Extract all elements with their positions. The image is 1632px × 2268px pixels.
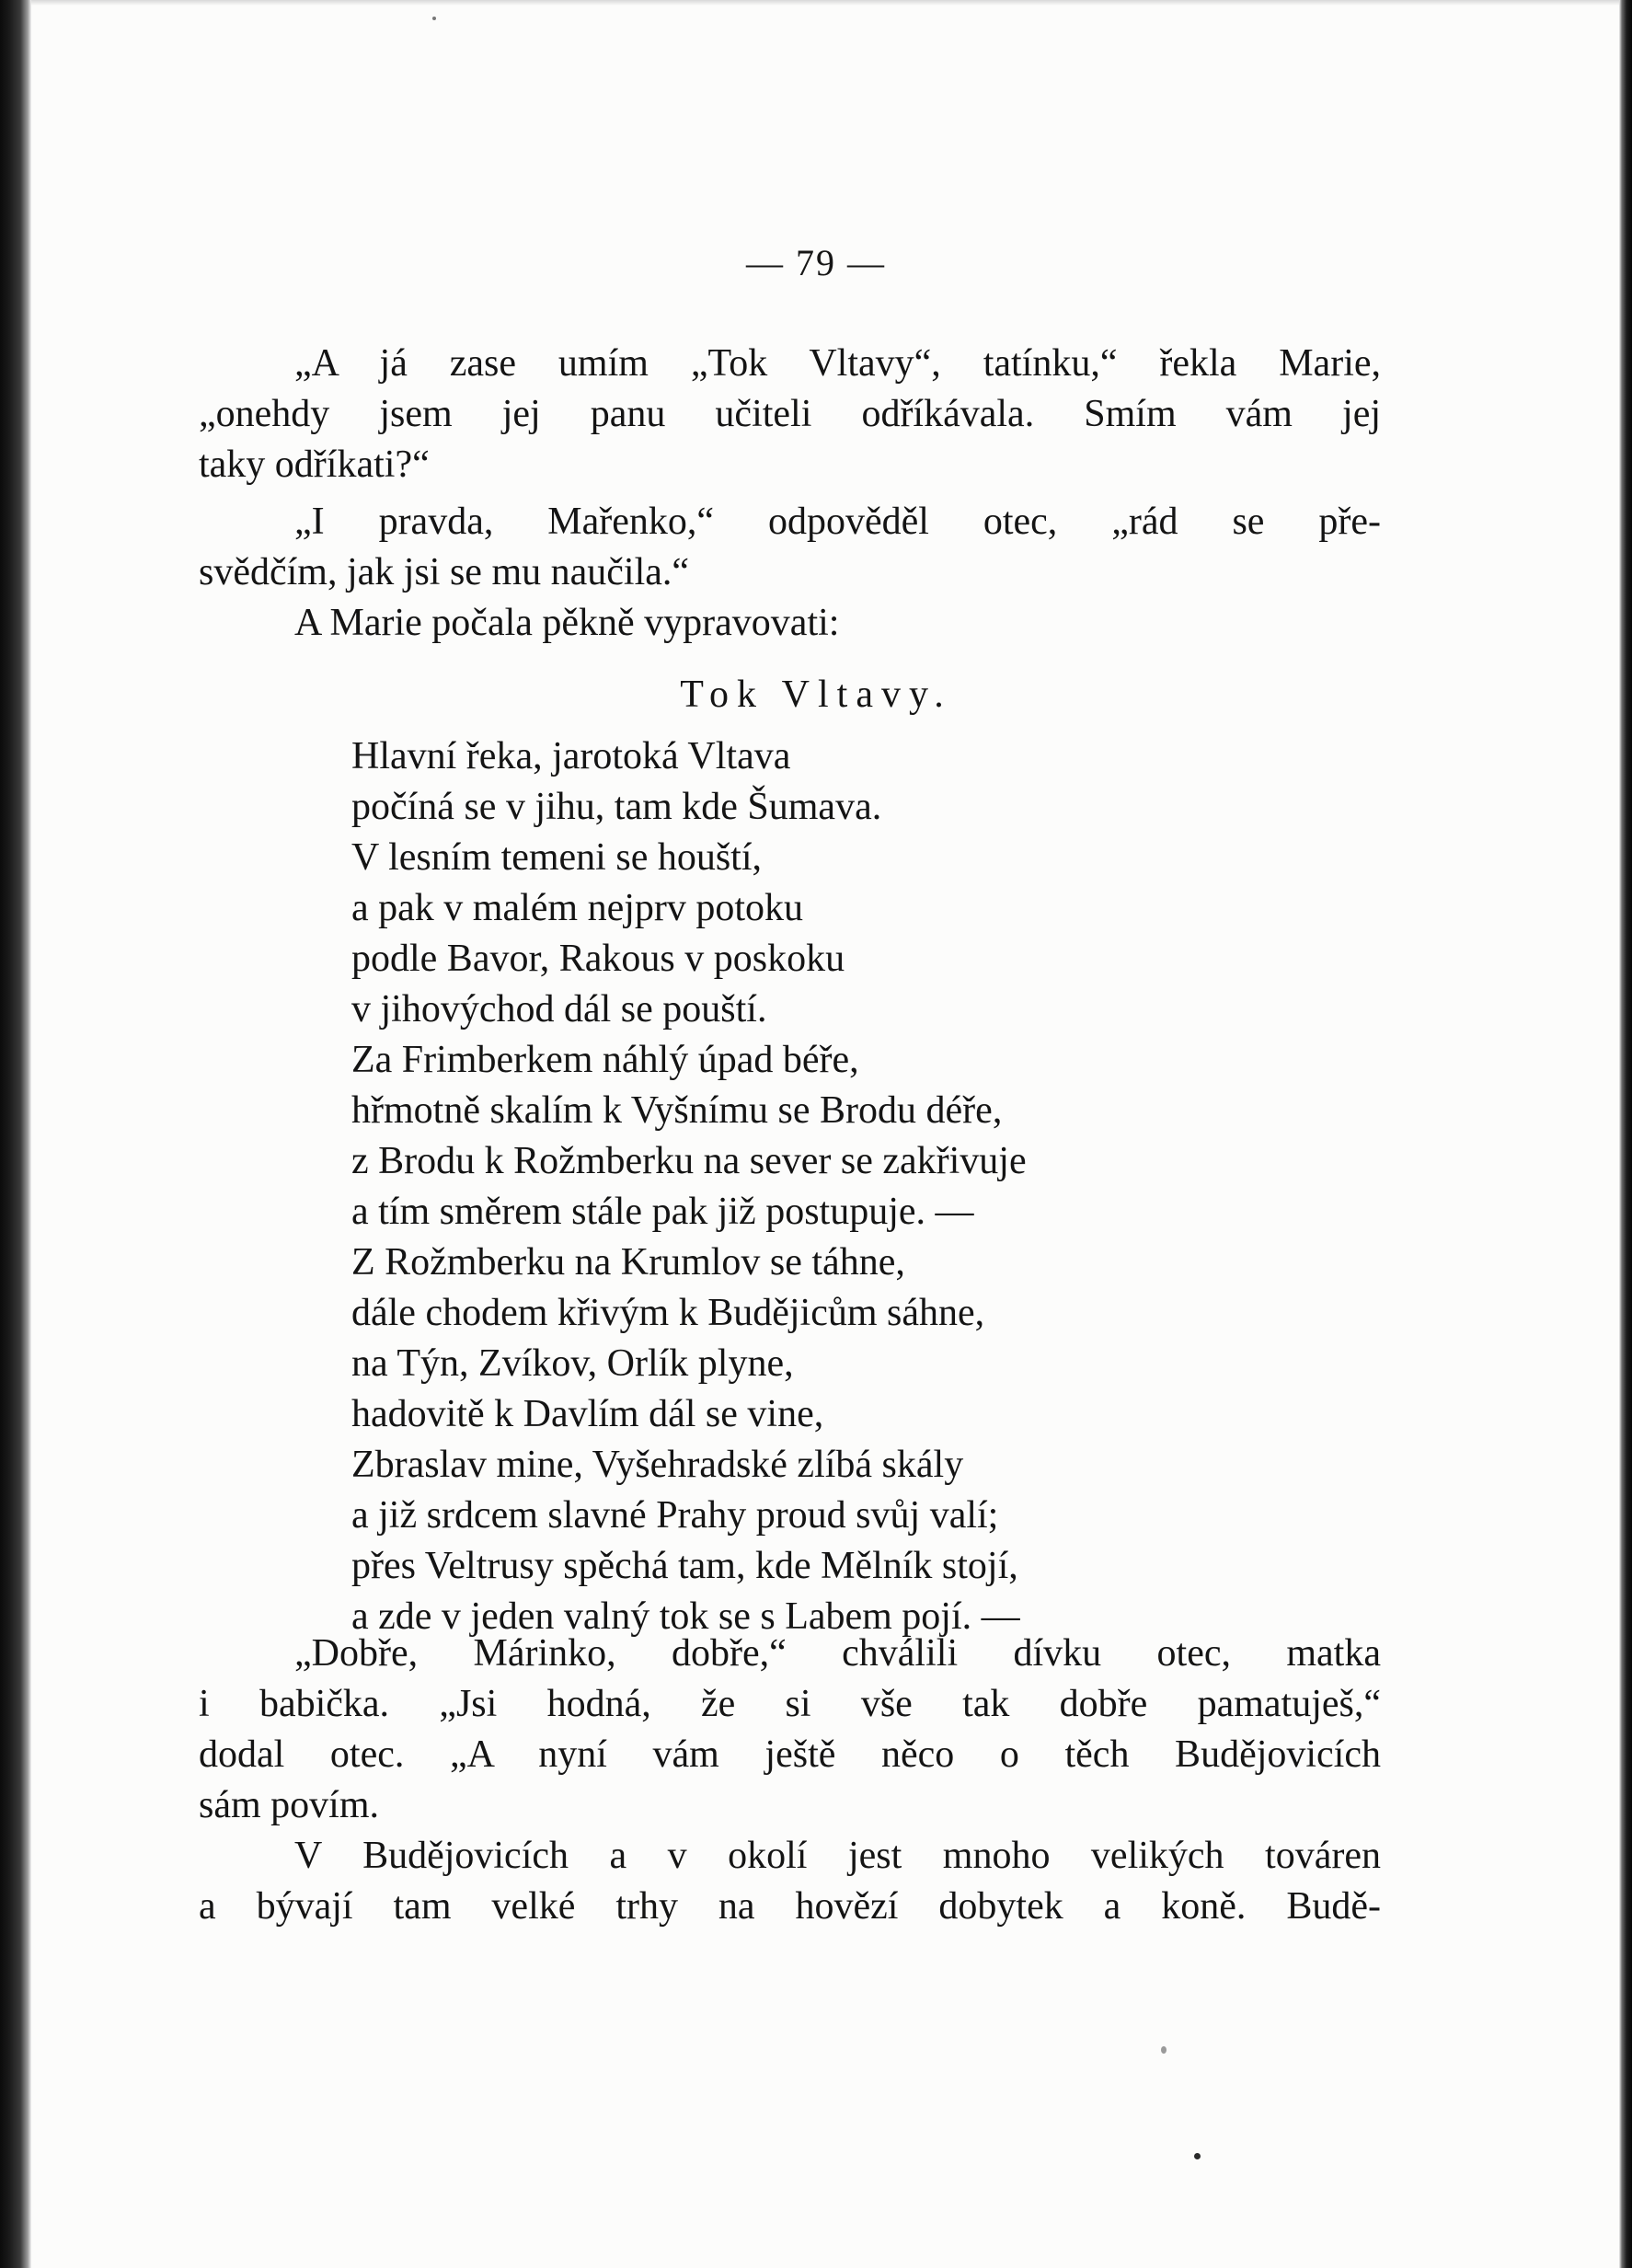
scan-speck bbox=[1161, 2046, 1167, 2054]
poem-verse: z Brodu k Rožmberku na sever se zakřivuje bbox=[351, 1140, 1027, 1182]
paragraph-line: V Budějovicích a v okolí jest mnoho velikých továren bbox=[294, 1835, 1381, 1877]
paragraph-line: i babička. „Jsi hodná, že si vše tak dobře pamatuješ,“ bbox=[199, 1683, 1381, 1725]
poem-verse: počíná se v jihu, tam kde Šumava. bbox=[351, 786, 882, 828]
poem-verse: a zde v jeden valný tok se s Labem pojí. — bbox=[351, 1595, 1020, 1638]
paragraph-line: a bývají tam velké trhy na hovězí dobytek a koně. Budě- bbox=[199, 1885, 1381, 1928]
poem-verse: Za Frimberkem náhlý úpad béře, bbox=[351, 1039, 859, 1081]
poem-verse: a tím směrem stále pak již postupuje. — bbox=[351, 1191, 974, 1233]
poem-verse: dále chodem křivým k Budějicům sáhne, bbox=[351, 1292, 985, 1334]
paragraph-line: A Marie počala pěkně vypravovati: bbox=[294, 602, 840, 644]
scan-left-edge bbox=[0, 0, 31, 2268]
paragraph-line: „onehdy jsem jej panu učiteli odříkávala. Smím vám jej bbox=[199, 393, 1381, 435]
poem-verse: a pak v malém nejprv potoku bbox=[351, 887, 804, 929]
poem-title: Tok Vltavy. bbox=[680, 673, 952, 716]
poem-verse: Hlavní řeka, jarotoká Vltava bbox=[351, 735, 791, 777]
paragraph-line: „I pravda, Mařenko,“ odpověděl otec, „rád se pře- bbox=[294, 501, 1381, 543]
scan-right-edge bbox=[1619, 0, 1632, 2268]
paragraph-line: „Dobře, Márinko, dobře,“ chválili dívku otec, matka bbox=[294, 1632, 1381, 1675]
paragraph-line: taky odříkati?“ bbox=[199, 443, 430, 486]
poem-verse: podle Bavor, Rakous v poskoku bbox=[351, 938, 845, 980]
poem-verse: a již srdcem slavné Prahy proud svůj valí; bbox=[351, 1494, 999, 1537]
scan-top-edge bbox=[0, 0, 1632, 6]
poem-verse: Z Rožmberku na Krumlov se táhne, bbox=[351, 1241, 905, 1284]
page-number: — 79 — bbox=[746, 242, 886, 283]
poem-verse: Zbraslav mine, Vyšehradské zlíbá skály bbox=[351, 1444, 964, 1486]
poem-verse: v jihovýchod dál se pouští. bbox=[351, 988, 767, 1030]
paragraph-line: dodal otec. „A nyní vám ještě něco o těch Budějovicích bbox=[199, 1733, 1381, 1776]
poem-verse: přes Veltrusy spěchá tam, kde Mělník stojí, bbox=[351, 1545, 1018, 1587]
paragraph-line: svědčím, jak jsi se mu naučila.“ bbox=[199, 551, 690, 593]
poem-verse: na Týn, Zvíkov, Orlík plyne, bbox=[351, 1342, 794, 1385]
poem-verse: hřmotně skalím k Vyšnímu se Brodu déře, bbox=[351, 1089, 1003, 1132]
paragraph-line: „A já zase umím „Tok Vltavy“, tatínku,“ řekla Marie, bbox=[294, 342, 1381, 385]
poem-verse: V lesním temeni se houští, bbox=[351, 836, 763, 879]
poem-verse: hadovitě k Davlím dál se vine, bbox=[351, 1393, 824, 1435]
scan-speck bbox=[1194, 2153, 1201, 2159]
paragraph-line: sám povím. bbox=[199, 1784, 379, 1826]
scan-speck bbox=[432, 17, 436, 20]
